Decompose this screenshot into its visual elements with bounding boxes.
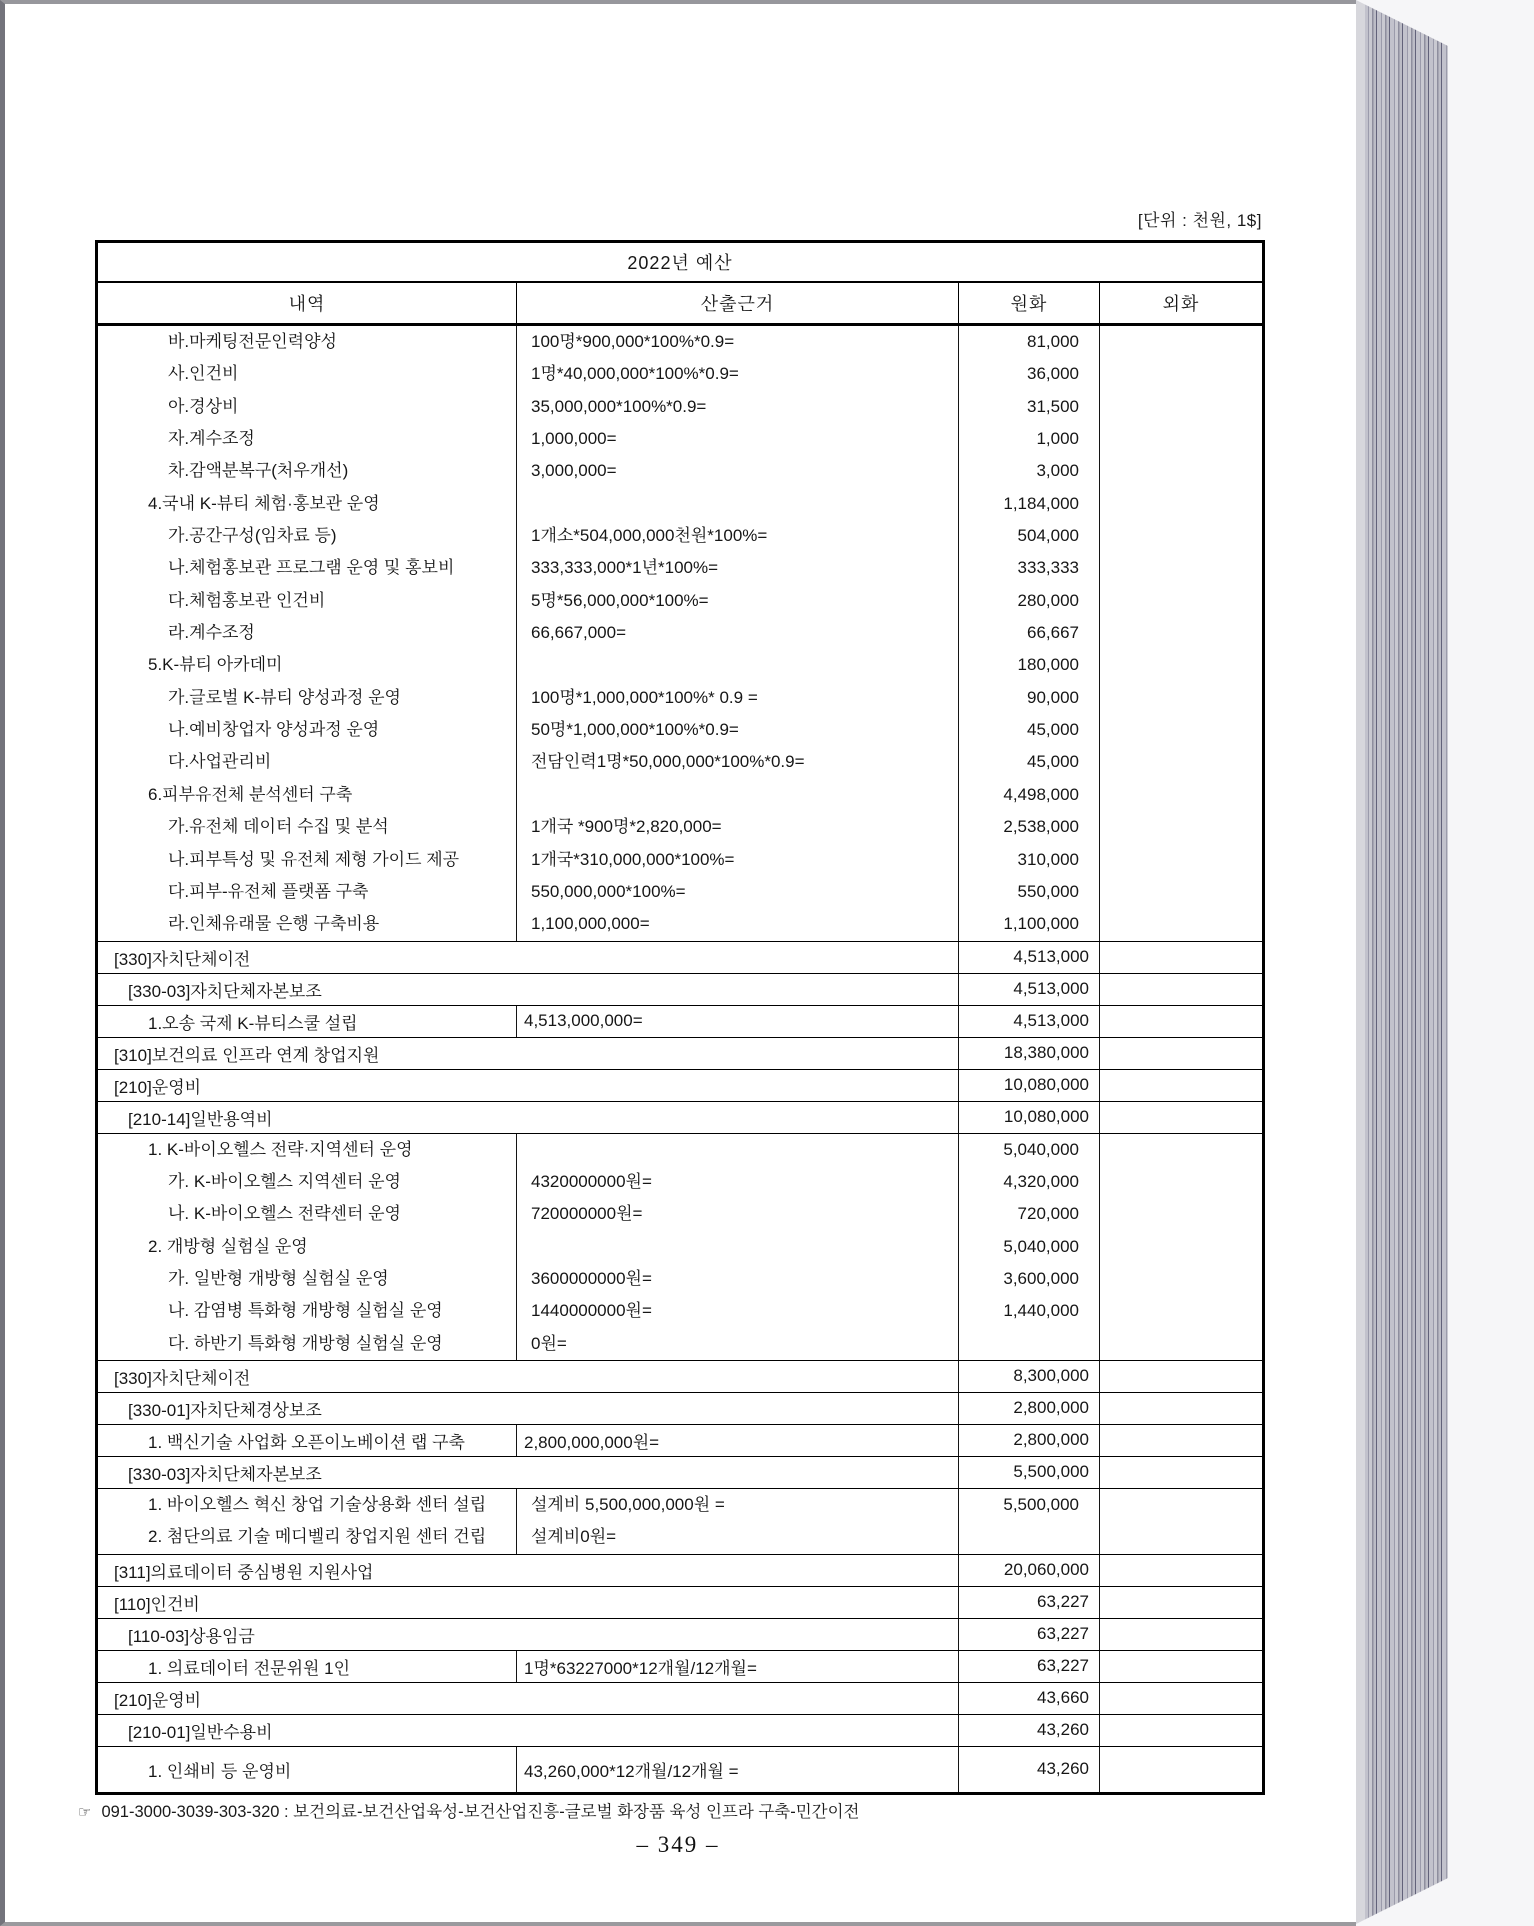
detail-line: 다.체험홍보관 인건비 — [168, 590, 326, 610]
basis-line: 설계비 5,500,000,000원 = — [531, 1494, 725, 1514]
detail-label: [330-01]자치단체경상보조 — [128, 1400, 322, 1420]
detail-label: 1. 인쇄비 등 운영비 — [148, 1761, 292, 1781]
won-line: 1,000 — [1036, 429, 1079, 449]
foreign-line — [1100, 1489, 1262, 1521]
detail-line: 바.마케팅전문인력양성 — [168, 332, 337, 351]
foreign-line — [1100, 908, 1262, 940]
column-header-basis: 산출근거 — [517, 282, 959, 325]
won-line: 5,500,000 — [1003, 1494, 1079, 1514]
detail-line: 차.감액분복구(처우개선) — [168, 461, 349, 481]
won-line: 5,040,000 — [1003, 1236, 1079, 1256]
detail-line: 6.피부유전체 분석센터 구축 — [148, 784, 353, 804]
won-line: 4,498,000 — [1003, 784, 1079, 804]
detail-line: 나. K-바이오헬스 전략센터 운영 — [168, 1204, 401, 1224]
won-line: 1,440,000 — [1003, 1301, 1079, 1321]
foreign-line — [1100, 1198, 1262, 1230]
won-line: 36,000 — [1027, 364, 1079, 384]
basis-line: 1440000000원= — [531, 1301, 652, 1321]
basis-line: 1,000,000= — [531, 429, 617, 449]
table-section-row — [97, 1101, 1264, 1133]
table-section-row — [97, 973, 1264, 1005]
won-line: 4,320,000 — [1003, 1171, 1079, 1191]
won-cell: 10,080,000 — [959, 1069, 1100, 1101]
won-cell: 8,300,000 — [959, 1360, 1100, 1392]
won-cell — [959, 1133, 1100, 1360]
basis-line: 전담인력1명*50,000,000*100%*0.9= — [531, 752, 805, 772]
won-cell: 18,380,000 — [959, 1037, 1100, 1069]
basis-line: 720000000원= — [531, 1204, 643, 1224]
basis-line: 3,000,000= — [531, 461, 617, 481]
basis-cell: 1명*63227000*12개월/12개월= — [517, 1650, 959, 1682]
basis-line: 66,667,000= — [531, 623, 627, 643]
pointing-hand-icon: ☞ — [78, 1804, 92, 1821]
detail-line: 2. 개방형 실험실 운영 — [148, 1236, 308, 1256]
basis-line: 50명*1,000,000*100%*0.9= — [531, 720, 739, 740]
detail-cell — [97, 1360, 959, 1392]
foreign-cell — [1100, 1456, 1264, 1488]
basis-line — [524, 779, 958, 811]
table-section-row — [97, 1360, 1264, 1392]
foreign-cell — [1100, 1424, 1264, 1456]
basis-cell: 43,260,000*12개월/12개월 = — [517, 1746, 959, 1793]
foreign-line — [1100, 1166, 1262, 1198]
basis-line — [524, 1231, 958, 1263]
detail-line: 다.사업관리비 — [168, 752, 272, 772]
detail-cell — [97, 973, 959, 1005]
foreign-line — [1100, 520, 1262, 552]
won-cell: 2,800,000 — [959, 1392, 1100, 1424]
foreign-line — [1100, 746, 1262, 778]
foreign-line — [1100, 649, 1262, 681]
won-cell: 43,660 — [959, 1682, 1100, 1714]
detail-line: 아.경상비 — [168, 396, 239, 416]
detail-label: [310]보건의료 인프라 연계 창업지원 — [114, 1045, 380, 1065]
table-section-row — [97, 1618, 1264, 1650]
foreign-line — [1100, 811, 1262, 843]
detail-line: 라.인체유래물 은행 구축비용 — [168, 914, 380, 934]
column-header-foreign: 외화 — [1100, 282, 1264, 325]
detail-line: 2. 첨단의료 기술 메디벨리 창업지원 센터 건립 — [148, 1527, 487, 1547]
foreign-line — [1100, 1231, 1262, 1263]
foreign-line — [1100, 585, 1262, 617]
basis-line: 3600000000원= — [531, 1268, 652, 1288]
foreign-line — [1100, 326, 1262, 358]
won-line: 3,600,000 — [1003, 1268, 1079, 1288]
foreign-cell — [1100, 973, 1264, 1005]
won-cell: 10,080,000 — [959, 1101, 1100, 1133]
detail-label: [210-14]일반용역비 — [128, 1109, 273, 1129]
detail-cell — [97, 1554, 959, 1586]
detail-line: 1. K-바이오헬스 전략·지역센터 운영 — [148, 1139, 413, 1159]
won-line: 66,667 — [1027, 623, 1079, 643]
foreign-line — [1100, 358, 1262, 390]
foreign-cell — [1100, 1360, 1264, 1392]
detail-cell — [97, 1037, 959, 1069]
detail-line: 나. 감염병 특화형 개방형 실험실 운영 — [168, 1301, 443, 1321]
detail-line: 나.예비창업자 양성과정 운영 — [168, 720, 380, 740]
foreign-cell — [1100, 1618, 1264, 1650]
foreign-cell — [1100, 941, 1264, 973]
detail-label: [210-01]일반수용비 — [128, 1722, 273, 1742]
detail-label: 1.오송 국제 K-뷰티스쿨 설립 — [148, 1013, 358, 1033]
basis-cell: 4,513,000,000= — [517, 1005, 959, 1037]
basis-line: 1개국 *900명*2,820,000= — [531, 817, 722, 837]
basis-line — [524, 649, 958, 681]
won-line: 504,000 — [1017, 526, 1079, 546]
foreign-line — [1100, 552, 1262, 584]
won-line: 31,500 — [1027, 396, 1079, 416]
won-line: 45,000 — [1027, 720, 1079, 740]
detail-cell — [97, 1746, 517, 1793]
detail-line: 다. 하반기 특화형 개방형 실험실 운영 — [168, 1333, 443, 1353]
won-line: 333,333 — [1017, 558, 1079, 578]
foreign-line — [1100, 1263, 1262, 1295]
table-section-row — [97, 1424, 1264, 1456]
foreign-cell — [1100, 1392, 1264, 1424]
detail-line: 가.글로벌 K-뷰티 양성과정 운영 — [168, 687, 401, 707]
foreign-cell — [1100, 1682, 1264, 1714]
won-cell: 4,513,000 — [959, 973, 1100, 1005]
book-page-stack-edge — [1356, 0, 1448, 1926]
footnote-text: 091-3000-3039-303-320 : 보건의료-보건산업육성-보건산업진흥-글로벌 화장품 육성 인프라 구축-민간이전 — [101, 1803, 860, 1821]
table-group-row — [97, 325, 1264, 942]
table-header-row — [97, 282, 1264, 325]
detail-cell — [97, 1101, 959, 1133]
basis-line: 35,000,000*100%*0.9= — [531, 396, 707, 416]
won-cell: 63,227 — [959, 1650, 1100, 1682]
won-line: 180,000 — [1017, 655, 1079, 675]
won-line: 280,000 — [1017, 590, 1079, 610]
basis-line: 1,100,000,000= — [531, 914, 650, 934]
table-section-row — [97, 1650, 1264, 1682]
basis-cell: 2,800,000,000원= — [517, 1424, 959, 1456]
foreign-line — [1100, 617, 1262, 649]
footnote — [78, 1798, 1328, 1822]
detail-cell — [97, 1069, 959, 1101]
basis-line: 333,333,000*1년*100%= — [531, 558, 719, 578]
foreign-line — [1100, 488, 1262, 520]
won-cell: 20,060,000 — [959, 1554, 1100, 1586]
won-line: 45,000 — [1027, 752, 1079, 772]
foreign-line — [1100, 455, 1262, 487]
table-section-row — [97, 1586, 1264, 1618]
foreign-line — [1100, 876, 1262, 908]
column-header-won: 원화 — [959, 282, 1100, 325]
table-section-row — [97, 941, 1264, 973]
foreign-line — [1100, 1521, 1262, 1553]
detail-line: 사.인건비 — [168, 364, 239, 384]
basis-cell — [517, 325, 959, 942]
detail-line: 가.공간구성(임차료 등) — [168, 526, 337, 546]
detail-cell — [97, 1424, 517, 1456]
detail-line: 나.체험홍보관 프로그램 운영 및 홍보비 — [168, 558, 455, 578]
table-section-row — [97, 1392, 1264, 1424]
foreign-line — [1100, 1134, 1262, 1166]
detail-cell — [97, 1650, 517, 1682]
won-line: 720,000 — [1017, 1204, 1079, 1224]
won-cell — [959, 325, 1100, 942]
basis-line: 4320000000원= — [531, 1171, 652, 1191]
foreign-cell — [1100, 1069, 1264, 1101]
foreign-line — [1100, 1295, 1262, 1327]
detail-line: 나.피부특성 및 유전체 제형 가이드 제공 — [168, 849, 460, 869]
table-section-row — [97, 1037, 1264, 1069]
detail-line: 라.계수조정 — [168, 623, 255, 643]
detail-line: 5.K-뷰티 아카데미 — [148, 655, 283, 675]
detail-cell — [97, 1005, 517, 1037]
table-section-row — [97, 1682, 1264, 1714]
detail-cell — [97, 1133, 517, 1360]
table-section-row — [97, 1714, 1264, 1746]
detail-label: [330-03]자치단체자본보조 — [128, 981, 322, 1001]
foreign-cell — [1100, 1746, 1264, 1793]
detail-label: [210]운영비 — [114, 1690, 202, 1710]
won-cell: 43,260 — [959, 1714, 1100, 1746]
won-line: 5,040,000 — [1003, 1139, 1079, 1159]
foreign-cell — [1100, 1714, 1264, 1746]
basis-cell — [517, 1133, 959, 1360]
basis-line: 100명*1,000,000*100%* 0.9 = — [531, 687, 758, 707]
won-line: 3,000 — [1036, 461, 1079, 481]
won-cell: 43,260 — [959, 1746, 1100, 1793]
detail-line: 가. K-바이오헬스 지역센터 운영 — [168, 1171, 401, 1191]
detail-line: 다.피부-유전체 플랫폼 구축 — [168, 881, 369, 901]
basis-line — [524, 488, 958, 520]
detail-label: [110]인건비 — [114, 1594, 200, 1614]
foreign-line — [1100, 423, 1262, 455]
won-line: 1,184,000 — [1003, 493, 1079, 513]
basis-line — [524, 1134, 958, 1166]
detail-cell — [97, 1488, 517, 1554]
detail-line: 4.국내 K-뷰티 체험·홍보관 운영 — [148, 493, 380, 513]
detail-cell — [97, 1392, 959, 1424]
basis-cell — [517, 1488, 959, 1554]
detail-line: 가. 일반형 개방형 실험실 운영 — [168, 1268, 389, 1288]
detail-line: 가.유전체 데이터 수집 및 분석 — [168, 817, 389, 837]
foreign-line — [1100, 844, 1262, 876]
detail-label: [330]자치단체이전 — [114, 1368, 251, 1388]
detail-cell — [97, 1456, 959, 1488]
basis-line: 0원= — [531, 1333, 567, 1353]
detail-label: [330-03]자치단체자본보조 — [128, 1464, 322, 1484]
won-line: 1,100,000 — [1003, 914, 1079, 934]
won-line — [959, 1328, 1089, 1360]
foreign-cell — [1100, 1586, 1264, 1618]
table-group-row — [97, 1133, 1264, 1360]
basis-line: 설계비0원= — [531, 1527, 617, 1547]
detail-label: 1. 백신기술 사업화 오픈이노베이션 랩 구축 — [148, 1432, 465, 1452]
table-section-row — [97, 1456, 1264, 1488]
table-section-row — [97, 1069, 1264, 1101]
won-line — [959, 1521, 1089, 1553]
detail-cell — [97, 1586, 959, 1618]
won-cell: 5,500,000 — [959, 1456, 1100, 1488]
won-line: 550,000 — [1017, 881, 1079, 901]
won-line: 310,000 — [1017, 849, 1079, 869]
foreign-line — [1100, 682, 1262, 714]
basis-line: 1명*40,000,000*100%*0.9= — [531, 364, 739, 384]
won-cell: 4,513,000 — [959, 1005, 1100, 1037]
foreign-cell — [1100, 1037, 1264, 1069]
detail-label: [330]자치단체이전 — [114, 949, 251, 969]
detail-label: 1. 의료데이터 전문위원 1인 — [148, 1658, 351, 1678]
detail-line: 자.계수조정 — [168, 429, 255, 449]
foreign-cell — [1100, 1554, 1264, 1586]
unit-note: [단위 : 천원, 1$] — [1137, 211, 1262, 230]
foreign-line — [1100, 391, 1262, 423]
won-line: 90,000 — [1027, 687, 1079, 707]
detail-cell — [97, 941, 959, 973]
table-title: 2022년 예산 — [97, 242, 1264, 283]
detail-line: 1. 바이오헬스 혁신 창업 기술상용화 센터 설립 — [148, 1494, 487, 1514]
foreign-cell — [1100, 325, 1264, 942]
detail-label: [110-03]상용임금 — [128, 1626, 255, 1646]
basis-line: 1개소*504,000,000천원*100%= — [531, 526, 768, 546]
won-cell: 2,800,000 — [959, 1424, 1100, 1456]
basis-line: 100명*900,000*100%*0.9= — [531, 332, 735, 351]
won-cell: 63,227 — [959, 1586, 1100, 1618]
basis-line: 550,000,000*100%= — [531, 881, 686, 901]
foreign-line — [1100, 1328, 1262, 1360]
foreign-cell — [1100, 1101, 1264, 1133]
table-section-row — [97, 1746, 1264, 1793]
budget-table — [95, 240, 1265, 1795]
detail-cell — [97, 1618, 959, 1650]
foreign-line — [1100, 714, 1262, 746]
table-title-row — [97, 242, 1264, 283]
column-header-detail: 내역 — [97, 282, 517, 325]
detail-label: [210]운영비 — [114, 1077, 202, 1097]
won-line: 81,000 — [1027, 332, 1079, 351]
won-cell — [959, 1488, 1100, 1554]
detail-cell — [97, 325, 517, 942]
foreign-cell — [1100, 1133, 1264, 1360]
detail-cell — [97, 1682, 959, 1714]
page-number: – 349 – — [636, 1832, 720, 1857]
table-section-row — [97, 1554, 1264, 1586]
basis-line: 5명*56,000,000*100%= — [531, 590, 709, 610]
foreign-cell — [1100, 1650, 1264, 1682]
foreign-line — [1100, 779, 1262, 811]
foreign-cell — [1100, 1005, 1264, 1037]
basis-line: 1개국*310,000,000*100%= — [531, 849, 735, 869]
won-line: 2,538,000 — [1003, 817, 1079, 837]
foreign-cell — [1100, 1488, 1264, 1554]
won-cell: 4,513,000 — [959, 941, 1100, 973]
table-group-row — [97, 1488, 1264, 1554]
detail-label: [311]의료데이터 중심병원 지원사업 — [114, 1562, 374, 1582]
detail-cell — [97, 1714, 959, 1746]
table-section-row — [97, 1005, 1264, 1037]
won-cell: 63,227 — [959, 1618, 1100, 1650]
